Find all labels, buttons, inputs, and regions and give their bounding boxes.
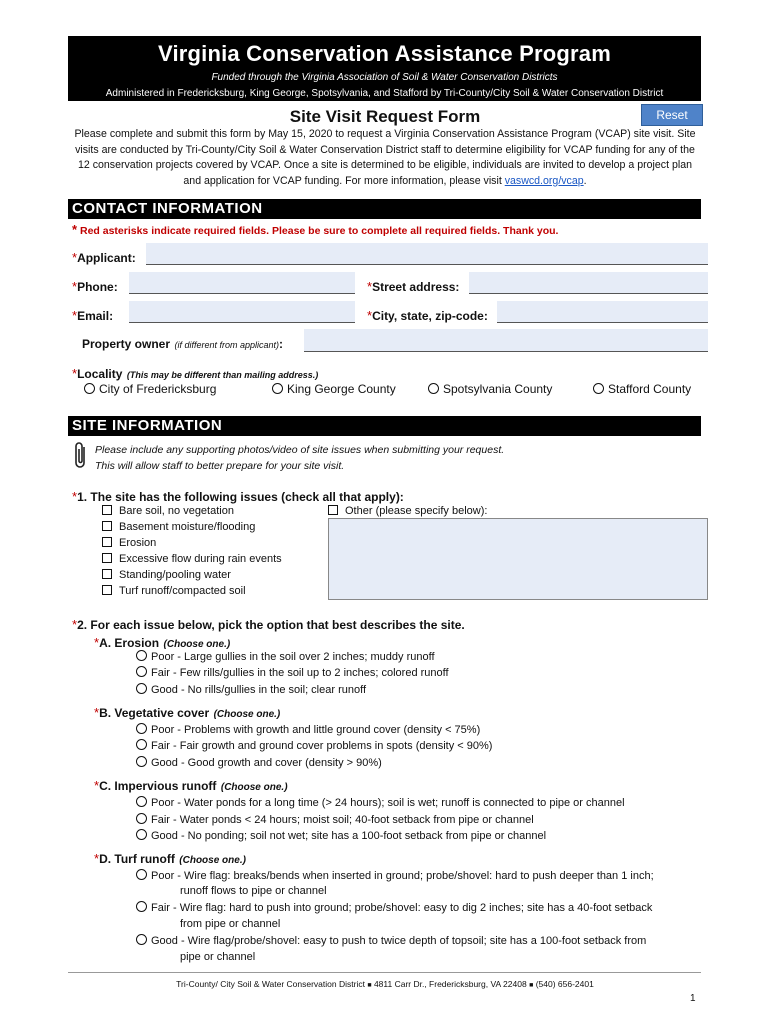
footer-phone: (540) 656-2401 <box>535 979 594 989</box>
checkbox-icon[interactable] <box>102 521 112 531</box>
intro-text: Please complete and submit this form by May 15, 2020 to request a Virginia Conservation Assistance Program (VCAP) site visit. Site visits are conducted by Tri-County/City Soil & Water Conservation District staff to determine eligibility for VCAP funding for any of the 12 conservation projects covered by VCAP. Once a site is determined to be eligible, individuals are invited to develop a project plan and application for VCAP funding. For more information, please visit <box>74 128 696 187</box>
checkbox-icon[interactable] <box>102 585 112 595</box>
issue-basement[interactable]: Basement moisture/flooding <box>102 521 255 533</box>
footer: Tri-County/ City Soil & Water Conservation District ■ 4811 Carr Dr., Fredericksburg, VA 22408 ■ (540) 656-2401 <box>176 979 594 989</box>
checkbox-icon[interactable] <box>328 505 338 515</box>
erosion-poor[interactable]: Poor - Large gullies in the soil over 2 inches; muddy runoff <box>136 650 435 663</box>
locality-option-king-george[interactable]: King George County <box>272 382 396 396</box>
q2-label: *2. For each issue below, pick the option that best describes the site. <box>72 617 465 632</box>
site-heading: SITE INFORMATION <box>68 416 701 436</box>
reset-button[interactable]: Reset <box>641 104 703 126</box>
program-title: Virginia Conservation Assistance Program <box>157 41 612 66</box>
radio-icon[interactable] <box>136 683 147 694</box>
asterisk-icon: * <box>72 222 78 237</box>
q1-label: *1. The site has the following issues (check all that apply): <box>72 489 404 504</box>
photo-note-1: Please include any supporting photos/video of site issues when submitting your request. <box>95 444 505 456</box>
phone-input[interactable] <box>129 272 355 294</box>
street-input[interactable] <box>469 272 708 294</box>
city-label: *City, state, zip-code: <box>367 308 488 323</box>
turf-good[interactable]: Good - Wire flag/probe/shovel: easy to push to twice depth of topsoil; site has a 100-foot setback from <box>136 934 646 947</box>
radio-icon[interactable] <box>136 829 147 840</box>
radio-icon[interactable] <box>136 813 147 824</box>
radio-icon[interactable] <box>136 901 147 912</box>
checkbox-icon[interactable] <box>102 569 112 579</box>
issue-bare-soil[interactable]: Bare soil, no vegetation <box>102 505 234 517</box>
required-note: * Red asterisks indicate required fields. Please be sure to complete all required fields. Thank you. <box>72 222 559 237</box>
vegetative-good[interactable]: Good - Good growth and cover (density > 90%) <box>136 756 382 769</box>
radio-icon[interactable] <box>136 723 147 734</box>
impervious-fair[interactable]: Fair - Water ponds < 24 hours; moist soil; 40-foot setback from pipe or channel <box>136 813 534 826</box>
radio-icon[interactable] <box>136 650 147 661</box>
applicant-label: *Applicant: <box>72 250 136 265</box>
issue-excessive-flow[interactable]: Excessive flow during rain events <box>102 553 282 565</box>
issue-erosion[interactable]: Erosion <box>102 537 156 549</box>
form-title: Site Visit Request Form <box>289 107 481 126</box>
intro-paragraph <box>72 127 698 189</box>
turf-good-cont: pipe or channel <box>180 951 256 963</box>
page-number: 1 <box>690 993 696 1004</box>
checkbox-icon[interactable] <box>102 537 112 547</box>
impervious-good[interactable]: Good - No ponding; soil not wet; site has a 100-foot setback from pipe or channel <box>136 829 546 842</box>
locality-option-fredericksburg[interactable]: City of Fredericksburg <box>84 382 216 396</box>
radio-icon[interactable] <box>428 383 439 394</box>
group-c-title: *C. Impervious runoff (Choose one.) <box>94 778 288 793</box>
vegetative-poor[interactable]: Poor - Problems with growth and little ground cover (density < 75%) <box>136 723 480 736</box>
footer-org: Tri-County/ City Soil & Water Conservation District <box>176 979 365 989</box>
checkbox-icon[interactable] <box>102 553 112 563</box>
impervious-poor[interactable]: Poor - Water ponds for a long time (> 24 hours); soil is wet; runoff is connected to pipe or channel <box>136 796 625 809</box>
vcap-link[interactable]: vaswcd.org/vcap <box>504 174 584 187</box>
street-label: *Street address: <box>367 279 460 294</box>
radio-icon[interactable] <box>136 739 147 750</box>
owner-input[interactable] <box>304 329 708 352</box>
group-b-title: *B. Vegetative cover (Choose one.) <box>94 705 281 720</box>
other-specify-textarea[interactable] <box>328 518 708 600</box>
owner-label: Property owner (if different from applicant): <box>82 337 284 351</box>
turf-poor-cont: runoff flows to pipe or channel <box>180 885 327 897</box>
issue-other[interactable]: Other (please specify below): <box>328 505 487 517</box>
group-d-title: *D. Turf runoff (Choose one.) <box>94 851 246 866</box>
header-banner <box>68 36 701 101</box>
applicant-input[interactable] <box>146 243 708 265</box>
turf-fair-cont: from pipe or channel <box>180 918 281 930</box>
contact-heading: CONTACT INFORMATION <box>68 199 701 219</box>
locality-option-spotsylvania[interactable]: Spotsylvania County <box>428 382 552 396</box>
administered-line: Administered in Fredericksburg, King George, Spotsylvania, and Stafford by Tri-County/City Soil & Water Conservation District <box>105 88 664 99</box>
turf-fair[interactable]: Fair - Wire flag: hard to push into ground; probe/shovel: easy to dig 2 inches; site has a 40-foot setback <box>136 901 652 914</box>
footer-divider <box>68 972 701 973</box>
checkbox-icon[interactable] <box>102 505 112 515</box>
locality-label: *Locality (This may be different than mailing address.) <box>72 366 319 381</box>
locality-option-stafford[interactable]: Stafford County <box>593 382 691 396</box>
radio-icon[interactable] <box>136 869 147 880</box>
footer-address: 4811 Carr Dr., Fredericksburg, VA 22408 <box>373 979 527 989</box>
city-input[interactable] <box>497 301 708 323</box>
email-input[interactable] <box>129 301 355 323</box>
photo-note-2: This will allow staff to better prepare for your site visit. <box>95 460 345 472</box>
radio-icon[interactable] <box>136 666 147 677</box>
issue-standing-water[interactable]: Standing/pooling water <box>102 569 231 581</box>
erosion-fair[interactable]: Fair - Few rills/gullies in the soil up to 2 inches; colored runoff <box>136 666 449 679</box>
funded-line: Funded through the Virginia Association of Soil & Water Conservation Districts <box>211 72 558 83</box>
radio-icon[interactable] <box>136 934 147 945</box>
phone-label: *Phone: <box>72 279 118 294</box>
issue-turf-runoff[interactable]: Turf runoff/compacted soil <box>102 585 246 597</box>
radio-icon[interactable] <box>593 383 604 394</box>
erosion-good[interactable]: Good - No rills/gullies in the soil; clear runoff <box>136 683 366 696</box>
radio-icon[interactable] <box>136 756 147 767</box>
vegetative-fair[interactable]: Fair - Fair growth and ground cover problems in spots (density < 90%) <box>136 739 492 752</box>
group-a-title: *A. Erosion (Choose one.) <box>94 635 231 650</box>
radio-icon[interactable] <box>136 796 147 807</box>
intro-end: . <box>583 174 587 187</box>
radio-icon[interactable] <box>272 383 283 394</box>
email-label: *Email: <box>72 308 114 323</box>
turf-poor[interactable]: Poor - Wire flag: breaks/bends when inserted in ground; probe/shovel: hard to push deeper than 1 inch; <box>136 869 654 882</box>
paperclip-icon <box>73 441 89 476</box>
radio-icon[interactable] <box>84 383 95 394</box>
